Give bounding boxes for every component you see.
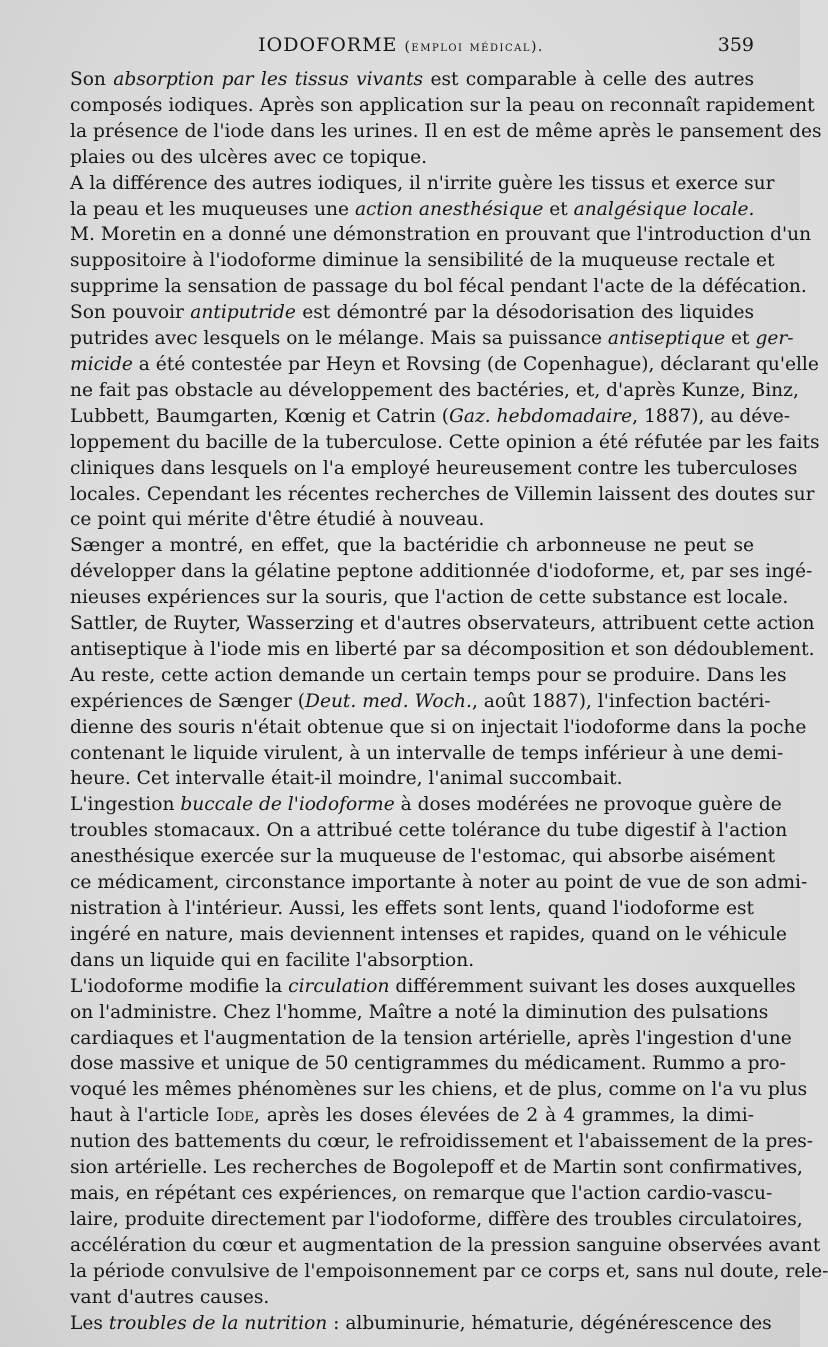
text-run: Sattler, de Ruyter, Wasserzing et d'autres observateurs, attribuent cette action xyxy=(70,613,815,635)
text-line xyxy=(48,559,813,585)
italic-run: buccale de l'iodoforme xyxy=(180,794,395,816)
text-line xyxy=(48,507,754,533)
text-line xyxy=(48,948,754,974)
text-line xyxy=(48,637,815,663)
text-line xyxy=(48,715,807,741)
text-run: Au reste, cette action demande un certain temps pour se produire. Dans les xyxy=(70,664,787,686)
text-run: et xyxy=(543,198,574,220)
text-run: L'iodoforme modifie la xyxy=(70,975,289,997)
text-run: contenant le liquide virulent, à un intervalle de temps inférieur à une demi- xyxy=(70,742,784,764)
text-run: , après les doses élevées de 2 à 4 grammes, la dimi- xyxy=(254,1105,754,1127)
text-run: Sænger a montré, en effet, que la bactéridie ch arbonneuse ne peut se xyxy=(70,535,754,557)
text-run: laire, produite directement par l'iodoforme, diffère des troubles circulatoires, xyxy=(70,1208,803,1230)
text-line xyxy=(48,171,775,197)
text-run: nieuses expériences sur la souris, que l'action de cette substance est locale. xyxy=(70,587,789,609)
text-line xyxy=(48,67,754,93)
text-line xyxy=(48,870,808,896)
paragraph xyxy=(48,974,828,1311)
italic-run: micide xyxy=(70,353,133,375)
text-line xyxy=(48,222,812,248)
text-run: développer dans la gélatine peptone additionnée d'iodoforme, et, par ses ingé- xyxy=(70,561,813,583)
text-line xyxy=(48,1026,792,1052)
text-run: nution des battements du cœur, le refroidissement et l'abaissement de la pres- xyxy=(70,1131,814,1153)
paragraph xyxy=(48,67,822,171)
text-line xyxy=(48,1181,773,1207)
text-run: heure. Cet intervalle était-il moindre, l'animal succombait. xyxy=(70,768,623,790)
text-run: , août 1887), l'infection bactéri- xyxy=(471,690,771,712)
text-run: A la différence des autres iodiques, il n'irrite guère les tissus et exerce sur xyxy=(70,172,775,194)
text-run: à doses modérées ne provoque guère de xyxy=(394,794,782,816)
italic-run: troubles de la nutrition xyxy=(108,1312,328,1334)
text-line xyxy=(48,896,754,922)
text-line xyxy=(48,922,787,948)
text-run: est démontré par la désodorisation des liquides xyxy=(295,302,754,324)
text-run: dose massive et unique de 50 centigrammes du médicament. Rummo a pro- xyxy=(70,1053,786,1075)
text-line xyxy=(48,1233,821,1259)
text-line xyxy=(48,766,754,792)
text-line xyxy=(48,456,798,482)
text-line xyxy=(48,145,754,171)
text-line xyxy=(48,1259,828,1285)
text-run: Lubbett, Baumgarten, Kœnig et Catrin ( xyxy=(70,405,450,427)
text-run: Son pouvoir xyxy=(70,302,191,324)
paragraph xyxy=(48,533,815,792)
text-run: composés iodiques. Après son application sur la peau on reconnaît rapidement xyxy=(70,94,815,116)
italic-run: antiseptique xyxy=(607,328,726,350)
running-title-main: IODOFORME xyxy=(258,34,398,56)
text-line xyxy=(48,818,788,844)
text-line xyxy=(48,585,789,611)
text-run: haut à l'article xyxy=(70,1105,217,1127)
text-run: voqué les mêmes phénomènes sur les chiens, et de plus, comme on l'a vu plus xyxy=(70,1079,808,1101)
text-run: L'ingestion xyxy=(70,794,181,816)
text-run: expériences de Sænger ( xyxy=(70,690,306,712)
text-run: cliniques dans lesquels on l'a employé heureusement contre les tuberculoses xyxy=(70,457,798,479)
text-run: ne fait pas obstacle au développement des bactéries, et, d'après Kunze, Binz, xyxy=(70,379,799,401)
text-line xyxy=(48,430,820,456)
italic-run: circulation xyxy=(288,975,390,997)
text-line xyxy=(48,1311,772,1337)
paragraph xyxy=(48,300,820,533)
italic-run: antiputride xyxy=(190,302,296,324)
text-run: suppositoire à l'iodoforme diminue la sensibilité de la muqueuse rectale et xyxy=(70,250,775,272)
text-run: cardiaques et l'augmentation de la tension artérielle, après l'ingestion d'une xyxy=(70,1027,792,1049)
small-caps-run: Iode xyxy=(216,1105,255,1127)
paragraph xyxy=(48,1311,772,1337)
text-run: troubles stomacaux. On a attribué cette tolérance du tube digestif à l'action xyxy=(70,820,788,842)
text-run: vant d'autres causes. xyxy=(70,1286,270,1308)
text-run: M. Moretin en a donné une démonstration en prouvant que l'introduction d'un xyxy=(70,224,812,246)
text-line xyxy=(48,741,784,767)
text-line xyxy=(48,1051,786,1077)
text-line xyxy=(48,533,754,559)
text-run: Son xyxy=(70,69,114,90)
text-run: anesthésique exercée sur la muqueuse de l'estomac, qui absorbe aisément xyxy=(70,846,776,868)
text-line xyxy=(48,1285,754,1311)
text-run: ce point qui mérite d'être étudié à nouveau. xyxy=(70,509,485,531)
text-line xyxy=(48,1000,769,1026)
text-line xyxy=(48,792,782,818)
text-line xyxy=(48,197,754,223)
text-run: et xyxy=(725,328,756,350)
text-run: dienne des souris n'était obtenue que si on injectait l'iodoforme dans la poche xyxy=(70,716,807,738)
body-text xyxy=(48,67,828,1336)
text-line xyxy=(48,974,796,1000)
text-run: Les xyxy=(70,1312,109,1334)
running-title xyxy=(48,34,754,56)
text-run: sion artérielle. Les recherches de Bogolepoff et de Martin sont confirmatives, xyxy=(70,1157,803,1179)
text-run: a été contestée par Heyn et Rovsing (de Copenhague), déclarant qu'elle xyxy=(132,353,819,375)
text-line xyxy=(48,482,815,508)
text-run: : albuminurie, hématurie, dégénérescence des xyxy=(327,1312,772,1334)
italic-run: Deut. med. Woch. xyxy=(305,690,472,712)
text-run: est comparable à celle des autres xyxy=(423,69,754,90)
running-header xyxy=(48,34,754,64)
italic-run: analgésique locale. xyxy=(573,198,755,220)
text-run: la peau et les muqueuses une xyxy=(70,198,355,220)
paragraph xyxy=(48,171,812,301)
text-run: loppement du bacille de la tuberculose. Cette opinion a été réfutée par les faits xyxy=(70,431,820,453)
text-run: la présence de l'iode dans les urines. Il en est de même après le pansement des xyxy=(70,120,822,142)
text-line xyxy=(48,326,794,352)
paragraph xyxy=(48,792,808,973)
text-line xyxy=(48,274,807,300)
text-run: plaies ou des ulcères avec ce topique. xyxy=(70,146,428,168)
text-run: supprime la sensation de passage du bol fécal pendant l'acte de la défécation. xyxy=(70,276,807,298)
text-line xyxy=(48,248,775,274)
text-run: ingéré en nature, mais deviennent intenses et rapides, quand on le véhicule xyxy=(70,923,787,945)
text-line xyxy=(48,663,787,689)
text-line xyxy=(48,404,791,430)
text-run: ce médicament, circonstance importante à noter au point de vue de son admi- xyxy=(70,872,808,894)
text-line xyxy=(48,93,815,119)
text-run: mais, en répétant ces expériences, on remarque que l'action cardio-vascu- xyxy=(70,1182,773,1204)
text-run: putrides avec lesquels on le mélange. Mais sa puissance xyxy=(70,328,608,350)
text-line xyxy=(48,352,819,378)
italic-run: action anesthésique xyxy=(354,198,544,220)
text-line xyxy=(48,1129,814,1155)
text-run: locales. Cependant les récentes recherches de Villemin laissent des doutes sur xyxy=(70,483,815,505)
text-line xyxy=(48,689,771,715)
text-run: , 1887), au déve- xyxy=(632,405,791,427)
page-number: 359 xyxy=(717,34,754,56)
text-line xyxy=(48,1155,803,1181)
text-line xyxy=(48,1103,754,1129)
italic-run: ger- xyxy=(755,328,794,350)
text-run: on l'administre. Chez l'homme, Maître a noté la diminution des pulsations xyxy=(70,1001,769,1023)
text-run: antiseptique à l'iode mis en liberté par sa décomposition et son dédoublement. xyxy=(70,638,815,660)
text-line xyxy=(48,1207,803,1233)
text-line xyxy=(48,611,815,637)
italic-run: absorption par les tissus vivants xyxy=(113,69,424,90)
text-line xyxy=(48,1077,808,1103)
italic-run: Gaz. hebdomadaire xyxy=(449,405,633,427)
text-run: différemment suivant les doses auxquelles xyxy=(389,975,796,997)
running-title-sub: (emploi médical). xyxy=(404,39,544,55)
text-line xyxy=(48,119,822,145)
text-line xyxy=(48,300,754,326)
text-run: dans un liquide qui en facilite l'absorption. xyxy=(70,949,475,971)
text-run: la période convulsive de l'empoisonnement par ce corps et, sans nul doute, rele- xyxy=(70,1260,828,1282)
text-line xyxy=(48,378,799,404)
text-run: accélération du cœur et augmentation de la pression sanguine observées avant xyxy=(70,1234,821,1256)
text-line xyxy=(48,844,776,870)
text-run: nistration à l'intérieur. Aussi, les effets sont lents, quand l'iodoforme est xyxy=(70,898,754,919)
